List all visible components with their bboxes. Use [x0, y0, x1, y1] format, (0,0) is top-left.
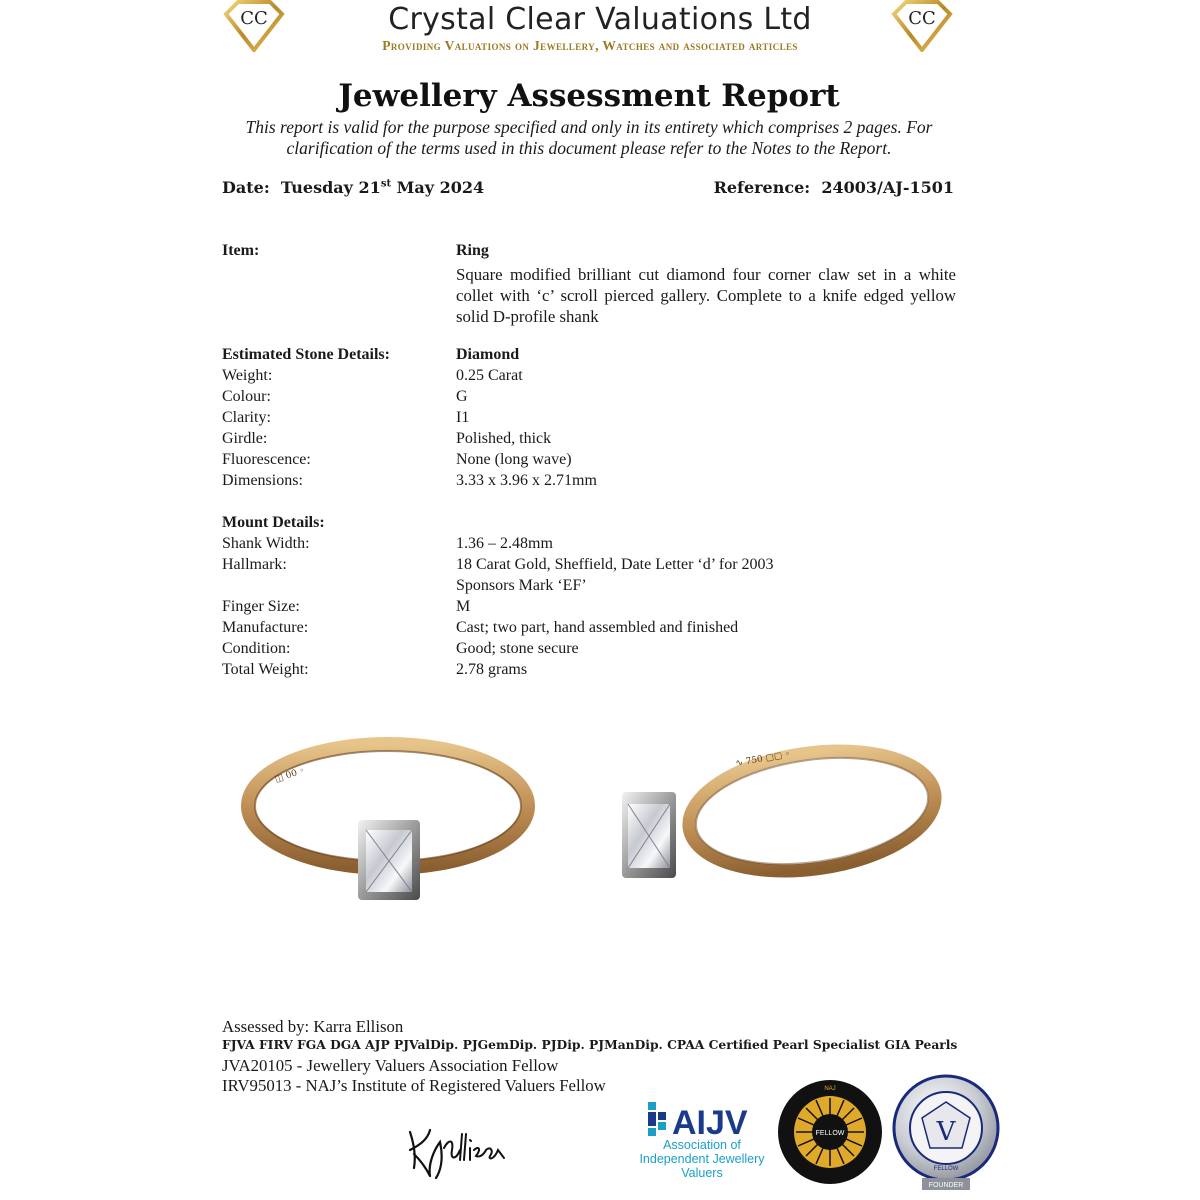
svg-text:V: V	[936, 1117, 956, 1147]
qualifications: FJVA FIRV FGA DGA AJP PJValDip. PJGemDip. PJDip. PJManDip. CPAA Certified Pearl Specialist GIA Pearls	[222, 1037, 958, 1052]
stone-row	[222, 367, 962, 388]
stone-row-label: Dimensions:	[222, 472, 303, 489]
company-tagline: Providing Valuations on Jewellery, Watches and associated articles	[382, 38, 798, 53]
mount-heading: Mount Details:	[222, 514, 325, 531]
svg-text:◫ 00 ◦: ◫ 00 ◦	[273, 765, 307, 785]
report-date	[222, 178, 484, 197]
mount-row	[222, 640, 962, 661]
item-row	[222, 242, 962, 263]
mount-row	[222, 535, 962, 556]
svg-text:CC: CC	[240, 8, 268, 29]
irv-membership: IRV95013 - NAJ’s Institute of Registered Valuers Fellow	[222, 1076, 606, 1095]
mount-row-value: Sponsors Mark ‘EF’	[456, 577, 587, 594]
mount-row-label: Shank Width:	[222, 535, 310, 552]
mount-row	[222, 556, 962, 577]
jva-fellow-badge	[892, 1074, 1000, 1192]
assessed-by: Assessed by: Karra Ellison	[222, 1017, 404, 1036]
item-label: Item:	[222, 242, 260, 259]
date-value-rest: May 2024	[391, 178, 485, 197]
company-name: Crystal Clear Valuations Ltd	[388, 2, 812, 37]
svg-text:FELLOW: FELLOW	[815, 1130, 845, 1137]
stone-row	[222, 430, 962, 451]
date-value: Tuesday 21	[280, 178, 381, 197]
stone-row	[222, 472, 962, 493]
report-intro: This report is valid for the purpose specified and only in its entirety which comprises 2 pages. For clarification of the terms used in this document please refer to the Notes to the Report.	[245, 117, 933, 158]
stone-row	[222, 388, 962, 409]
reference-value: 24003/AJ-1501	[821, 178, 954, 197]
mount-row-label: Condition:	[222, 640, 291, 657]
stone-row-label: Fluorescence:	[222, 451, 311, 468]
mount-row-value: Cast; two part, hand assembled and finished	[456, 619, 739, 636]
item-value: Ring	[456, 242, 489, 259]
item-description: Square modified brilliant cut diamond four corner claw set in a white collet with ‘c’ scroll pierced gallery. Complete to a knife edged yellow solid D-profile shank	[456, 265, 956, 326]
mount-row	[222, 577, 962, 598]
mount-heading-row	[222, 514, 962, 535]
mount-row-label: Hallmark:	[222, 556, 287, 573]
svg-text:CC: CC	[908, 8, 936, 29]
signature	[400, 1120, 510, 1182]
jva-membership: JVA20105 - Jewellery Valuers Association Fellow	[222, 1056, 559, 1075]
svg-text:FELLOW: FELLOW	[933, 1166, 959, 1172]
date-ordinal: st	[380, 178, 392, 190]
stone-heading-row	[222, 346, 962, 367]
stone-row-label: Weight:	[222, 367, 273, 384]
mount-row-value: 18 Carat Gold, Sheffield, Date Letter ‘d’ for 2003	[456, 556, 774, 573]
stone-row-label: Colour:	[222, 388, 271, 405]
stone-row-value: I1	[456, 409, 470, 426]
mount-row-label: Manufacture:	[222, 619, 309, 636]
stone-row	[222, 451, 962, 472]
stone-row	[222, 409, 962, 430]
mount-row-value: 2.78 grams	[456, 661, 528, 678]
mount-row	[222, 619, 962, 640]
stone-row-label: Girdle:	[222, 430, 268, 447]
mount-row-label: Total Weight:	[222, 661, 309, 678]
stone-row-value: Polished, thick	[456, 430, 552, 447]
ring-photo-front	[236, 726, 536, 926]
naj-fellow-badge	[776, 1078, 884, 1186]
mount-row-value: 1.36 – 2.48mm	[456, 535, 553, 552]
report-title: Jewellery Assessment Report	[338, 78, 840, 114]
mount-row-label: Finger Size:	[222, 598, 300, 615]
svg-text:NAJ: NAJ	[824, 1086, 836, 1092]
stone-row-label: Clarity:	[222, 409, 271, 426]
stone-row-value: 0.25 Carat	[456, 367, 523, 384]
aijv-text: Association of Independent Jewellery Valuers	[639, 1138, 765, 1180]
mount-row	[222, 598, 962, 619]
ring-photo-angled	[616, 736, 944, 886]
date-label: Date:	[222, 178, 270, 197]
report-reference	[714, 178, 954, 197]
stone-heading: Estimated Stone Details:	[222, 346, 390, 363]
mount-row-value: M	[456, 598, 471, 615]
svg-text:∿ 750 ▢▢ ◦: ∿ 750 ▢▢ ◦	[734, 749, 792, 769]
stone-row-value: 3.33 x 3.96 x 2.71mm	[456, 472, 597, 489]
stone-heading-value: Diamond	[456, 346, 520, 363]
stone-row-value: G	[456, 388, 468, 405]
mount-row-value: Good; stone secure	[456, 640, 579, 657]
svg-text:FOUNDER: FOUNDER	[928, 1182, 964, 1189]
reference-label: Reference:	[713, 178, 811, 197]
stone-row-value: None (long wave)	[456, 451, 572, 468]
svg-text:AIJV: AIJV	[672, 1104, 748, 1142]
mount-row	[222, 661, 962, 682]
